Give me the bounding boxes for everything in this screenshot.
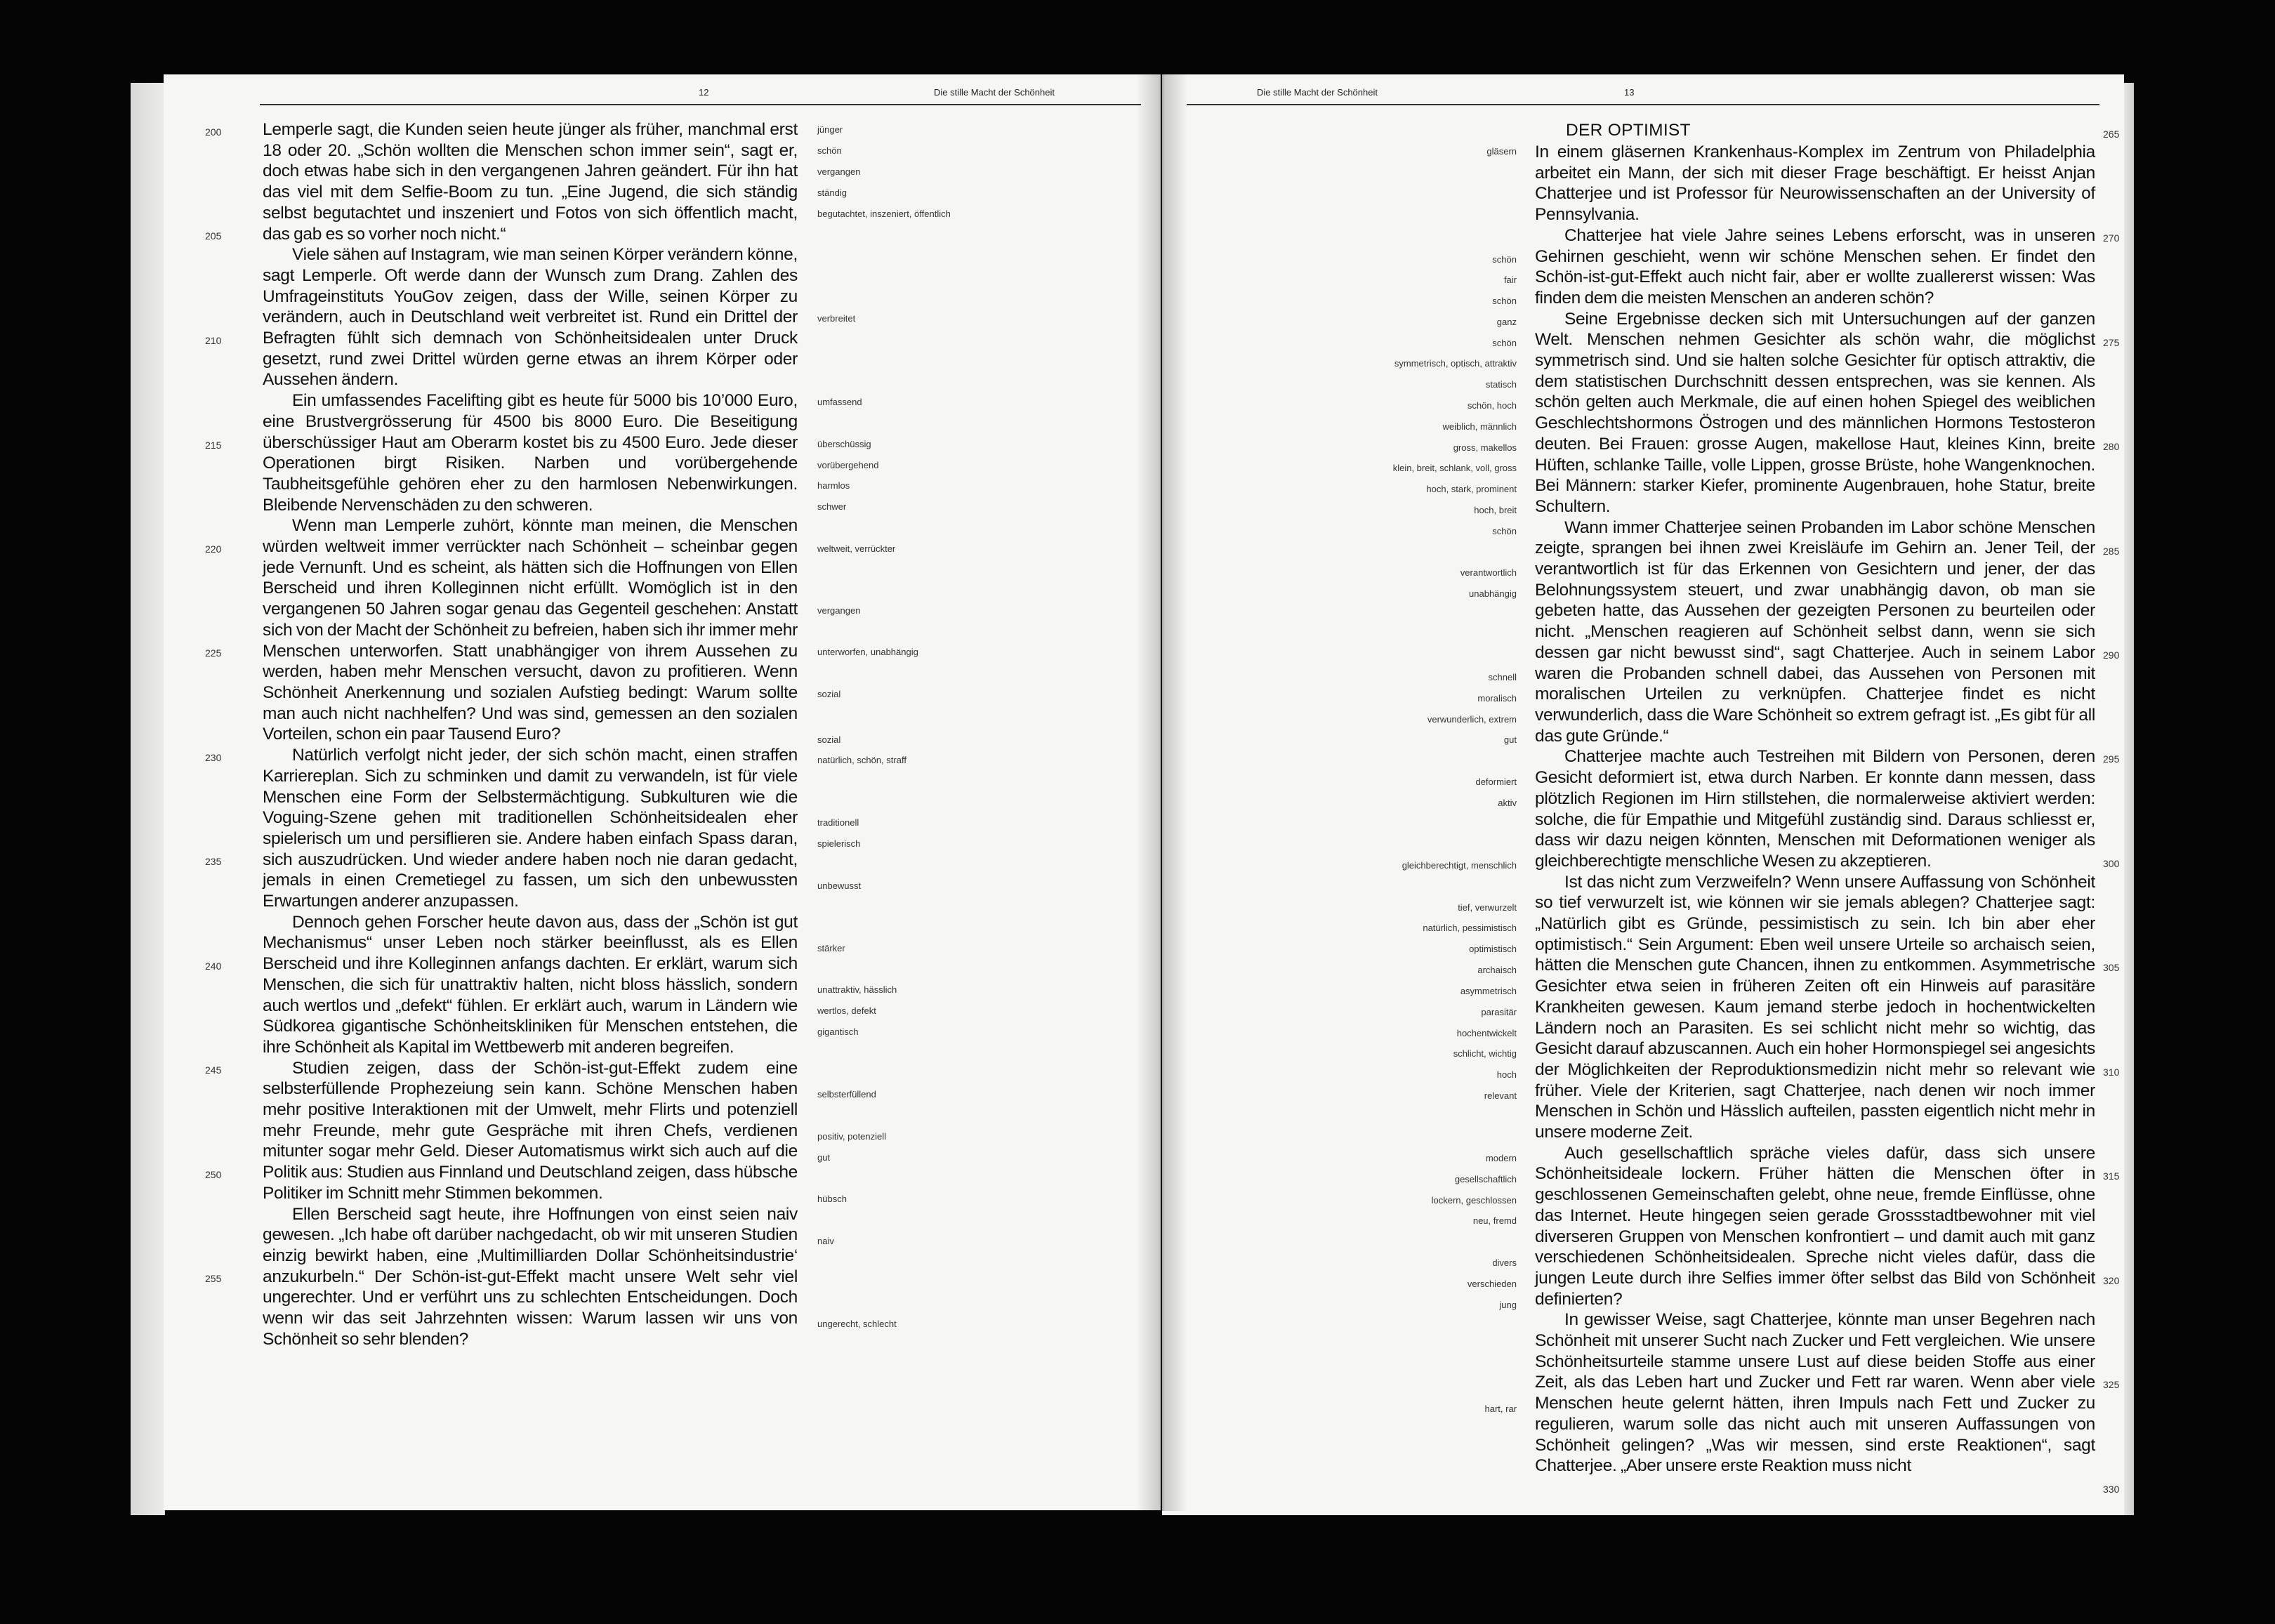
glossary-entry: vorübergehend <box>817 460 879 470</box>
right-glossary <box>1257 0 1517 1624</box>
right-paragraph: In gewisser Weise, sagt Chatterjee, könnte man unser Begehren nach Schönheit mit unserer Sucht nach Zucker und Fett vergleichen. Wie unsere Schönheitsurteile stamme unsere Lust auf diese beiden Stoffe aus einer Zeit, als das Leben hart und Zucker und Fett rar waren. Wenn aber viele Menschen heute gelernt hätten, ihren Impuls nach Fett und Zucker zu regulieren, warum solle das nicht auch mit unseren Auffassungen von Schönheit gelingen? „Was wir messen, sind erste Reaktionen“, sagt Chatterjee. „Aber unsere erste Reaktion muss nicht <box>1535 1310 2095 1476</box>
glossary-entry: gut <box>817 1152 831 1163</box>
glossary-entry: divers <box>1492 1257 1517 1268</box>
line-number: 270 <box>2103 232 2120 244</box>
right-paragraph: Seine Ergebnisse decken sich mit Untersuchungen auf der ganzen Welt. Menschen nehmen Gesichter als schön wahr, die möglichst symmetrisch sind. Und sie halten solche Gesichter für optisch attraktiv, die dem statistischen Durchschnitt dessen entsprechen, was sie kennen. Als schön gelten auch Merkmale, die auf einen hohen Spiegel des weiblichen Geschlechtshormons Östrogen und des männlichen Hormons Testosteron deuten. Bei Frauen: grosse Augen, makellose Haut, kleines Kinn, breite Hüften, schlanke Taille, volle Lippen, grosse Brüste, hohe Wangenknochen. Bei Männern: starker Kiefer, prominente Augenbrauen, hohe Statur, breite Schultern. <box>1535 309 2095 516</box>
glossary-entry: lockern, geschlossen <box>1431 1195 1517 1206</box>
right-page-number: 13 <box>1624 87 1635 98</box>
glossary-entry: fair <box>1503 275 1517 285</box>
glossary-entry: schön <box>1492 254 1517 265</box>
line-number: 205 <box>205 230 222 242</box>
glossary-entry: ständig <box>817 187 847 198</box>
line-number: 200 <box>205 126 222 138</box>
line-number: 305 <box>2103 962 2120 973</box>
glossary-entry: hochentwickelt <box>1456 1028 1517 1038</box>
glossary-entry: relevant <box>1484 1090 1517 1101</box>
glossary-entry: asymmetrisch <box>1460 986 1517 996</box>
line-number: 250 <box>205 1169 222 1180</box>
right-paragraph: In einem gläsernen Krankenhaus-Komplex im Zentrum von Philadelphia arbeitet ein Mann, der sich mit dieser Frage beschäftigt. Er heisst Anjan Chatterjee und ist Professor für Neurowissenschaften an der University of Pennsylvania. <box>1535 143 2095 225</box>
glossary-entry: schlicht, wichtig <box>1453 1048 1517 1059</box>
glossary-entry: schön <box>1492 296 1517 306</box>
section-title: DER OPTIMIST <box>1566 121 1691 140</box>
glossary-entry: symmetrisch, optisch, attraktiv <box>1394 358 1517 369</box>
glossary-entry: überschüssig <box>817 439 871 449</box>
glossary-entry: begutachtet, inszeniert, öffentlich <box>817 209 951 219</box>
left-paragraph: Dennoch gehen Forscher heute davon aus, dass der „Schön ist gut Mechanismus“ unser Leben noch stärker beeinflusst, als es Ellen Berscheid und ihre Kolleginnen anfangs dachten. Er erklärt, warum sich Menschen, die sich für unattraktiv halten, nicht bloss hässlich, sondern auch wertlos und „defekt“ fühlen. Er erklärt auch, warum in Ländern wie Südkorea gigantische Schönheitskliniken für Menschen entstehen, die ihre Schönheit als Kapital im Wettbewerb mit anderen begreifen. <box>263 912 798 1057</box>
glossary-entry: neu, fremd <box>1472 1215 1517 1226</box>
line-number: 300 <box>2103 858 2120 869</box>
right-running-head: Die stille Macht der Schönheit <box>1257 87 1378 98</box>
glossary-entry: weiblich, männlich <box>1442 421 1517 432</box>
glossary-entry: stärker <box>817 943 845 953</box>
glossary-entry: ganz <box>1496 317 1517 327</box>
glossary-entry: jung <box>1499 1300 1517 1310</box>
glossary-entry: aktiv <box>1498 798 1517 808</box>
glossary-entry: harmlos <box>817 480 850 491</box>
right-paragraph: Ist das nicht zum Verzweifeln? Wenn unsere Auffassung von Schönheit so tief verwurzelt ist, wie können wir sie jemals ablegen? Chatterjee sagt: „Natürlich gibt es Gründe, pessimistisch zu sein. Ich bin aber eher optimistisch.“ Sein Argument: Eben weil unsere Urteile so archaisch seien, hätten die Menschen gute Chancen, ihnen zu entkommen. Asymmetrische Gesichter etwa seien in früheren Zeiten oft ein Hinweis auf parasitäre Krankheiten gewesen. Kaum jemand sterbe jedoch in hochentwickelten Ländern noch an Parasiten. Es sei schlicht nicht mehr so wichtig, das Gesicht darauf abzuscannen. Auch ein hoher Hormonspiegel sei angesichts der Möglichkeiten der Reproduktionsmedizin nicht mehr so relevant wie früher. Viele der Kriterien, sagt Chatterjee, nach denen wir noch immer Menschen in Schön und Hässlich aufteilen, passten eigentlich nicht mehr in unsere moderne Zeit. <box>1535 872 2095 1142</box>
glossary-entry: gläsern <box>1486 146 1517 157</box>
glossary-entry: statisch <box>1485 379 1517 390</box>
glossary-entry: selbsterfüllend <box>817 1089 876 1100</box>
glossary-entry: natürlich, schön, straff <box>817 755 906 765</box>
line-number: 230 <box>205 752 222 763</box>
left-paragraph: Natürlich verfolgt nicht jeder, der sich schön macht, einen straffen Karriereplan. Sich zu schminken und damit zu verwandeln, ist für viele Menschen eine Form der Selbstermächtigung. Subkulturen wie die Voguing-Szene gehen mit traditionellen Schönheitsidealen eher spielerisch um und persiflieren sie. Andere haben einfach Spass daran, sich auszudrücken. Und wieder andere haben noch nie daran gedacht, jemals in einen Cremetiegel zu fassen, um sich den unbewussten Erwartungen anderer anzupassen. <box>263 746 798 911</box>
glossary-entry: unbewusst <box>817 880 862 891</box>
glossary-entry: schön <box>1492 338 1517 348</box>
line-number: 265 <box>2103 128 2120 140</box>
glossary-entry: sozial <box>817 734 841 745</box>
page-stack-edge <box>131 83 165 1515</box>
glossary-entry: gesellschaftlich <box>1454 1174 1517 1184</box>
glossary-entry: schwer <box>817 501 847 512</box>
glossary-entry: vergangen <box>817 166 861 177</box>
line-number: 285 <box>2103 546 2120 557</box>
glossary-entry: hoch <box>1496 1069 1517 1080</box>
glossary-entry: umfassend <box>817 397 862 407</box>
glossary-entry: gigantisch <box>817 1026 859 1037</box>
left-running-head: Die stille Macht der Schönheit <box>934 87 1055 98</box>
line-number: 215 <box>205 440 222 451</box>
glossary-entry: schön <box>817 145 842 156</box>
line-number: 330 <box>2103 1484 2120 1495</box>
glossary-entry: unattraktiv, hässlich <box>817 984 897 995</box>
right-paragraph: Auch gesellschaftlich spräche vieles dafür, dass sich unsere Schönheitsideale lockern. Früher hätten die Menschen öfter in geschlossenen Gemeinschaften gelebt, ohne neue, fremde Einflüsse, ohne das Internet. Heute hingegen seien gerade Grossstadtbewohner mit viel diverseren Gruppen von Menschen konfrontiert – und damit auch mit ganz verschiedenen Schönheitsidealen. Spreche nicht vieles dafür, dass die jungen Leute durch ihre Selfies immer öfter selbst das Bild von Schönheit definierten? <box>1535 1143 2095 1309</box>
left-paragraph: Lemperle sagt, die Kunden seien heute jünger als früher, manchmal erst 18 oder 20. „Schön wollten die Menschen schon immer sein“, sagt er, doch etwas habe sich in den vergangenen Jahren geändert. Für ihn hat das viel mit dem Selfie-Boom zu tun. „Eine Jugend, die sich ständig selbst begutachtet und inszeniert und Fotos von sich öffentlich macht, das gab es so vorher noch nicht.“ <box>263 120 798 244</box>
left-paragraph: Studien zeigen, dass der Schön-ist-gut-Effekt zudem eine selbsterfüllende Prophezeiung sein kann. Schöne Menschen haben mehr positive Interaktionen mit der Umwelt, mehr Flirts und potenziell mehr Freunde, mehr gute Gespräche mit ihren Chefs, verdienen mitunter sogar mehr Geld. Dieser Automatismus wirkt sich auch auf die Politik aus: Studien aus Finnland und Deutschland zeigen, dass hübsche Politiker im Schnitt mehr Stimmen bekommen. <box>263 1058 798 1203</box>
glossary-entry: unterworfen, unabhängig <box>817 647 918 657</box>
glossary-entry: archaisch <box>1477 965 1517 975</box>
line-number: 210 <box>205 335 222 346</box>
left-paragraph: Viele sähen auf Instagram, wie man seinen Körper verändern könne, sagt Lemperle. Oft werde dann der Wunsch zum Drang. Zahlen des Umfrageinstituts YouGov zeigen, dass der Wille, seinen Körper zu verändern, auch in Deutschland weit verbreitet ist. Rund ein Drittel der Befragten fühlt sich demnach von Schönheitsidealen unter Druck gesetzt, rund zwei Drittel würden gerne etwas an ihrem Körper oder Aussehen ändern. <box>263 245 798 390</box>
left-glossary <box>817 0 1028 1624</box>
glossary-entry: verbreitet <box>817 313 856 324</box>
glossary-entry: schön <box>1492 526 1517 536</box>
glossary-entry: parasitär <box>1481 1007 1517 1017</box>
glossary-entry: hoch, breit <box>1474 505 1517 515</box>
line-number: 245 <box>205 1064 222 1076</box>
glossary-entry: hart, rar <box>1484 1404 1517 1414</box>
glossary-entry: schön, hoch <box>1467 400 1517 411</box>
left-line-numbers <box>205 0 233 1624</box>
book-gutter-shadow <box>1136 74 1188 1511</box>
line-number: 255 <box>205 1273 222 1284</box>
left-article-body <box>263 119 798 1349</box>
glossary-entry: gleichberechtigt, menschlich <box>1402 860 1517 871</box>
line-number: 280 <box>2103 441 2120 452</box>
line-number: 220 <box>205 543 222 555</box>
glossary-entry: wertlos, defekt <box>817 1005 876 1016</box>
line-number: 310 <box>2103 1067 2120 1078</box>
glossary-entry: modern <box>1485 1153 1517 1163</box>
glossary-entry: deformiert <box>1475 777 1517 787</box>
glossary-entry: verantwortlich <box>1460 567 1517 578</box>
glossary-entry: ungerecht, schlecht <box>817 1319 897 1329</box>
line-number: 240 <box>205 960 222 972</box>
right-line-numbers <box>2103 0 2131 1624</box>
glossary-entry: weltweit, verrückter <box>817 543 896 554</box>
glossary-entry: unabhängig <box>1469 588 1517 599</box>
glossary-entry: spielerisch <box>817 838 861 849</box>
glossary-entry: verwunderlich, extrem <box>1427 714 1517 725</box>
left-page-number: 12 <box>699 87 709 98</box>
glossary-entry: hoch, stark, prominent <box>1426 484 1517 494</box>
glossary-entry: naiv <box>817 1236 834 1246</box>
line-number: 225 <box>205 647 222 659</box>
glossary-entry: traditionell <box>817 817 859 828</box>
line-number: 290 <box>2103 649 2120 661</box>
glossary-entry: klein, breit, schlank, voll, gross <box>1392 463 1517 473</box>
glossary-entry: moralisch <box>1477 693 1517 704</box>
left-paragraph: Wenn man Lemperle zuhört, könnte man meinen, die Menschen würden weltweit immer verrückter nach Schönheit – scheinbar gegen jede Vernunft. Und es scheint, als hätten sich die Hoffnungen von Ellen Berscheid und ihren Kolleginnen nicht erfüllt. Womöglich ist in den vergangenen 50 Jahren sogar genau das Gegenteil geschehen: Anstatt sich von der Macht der Schönheit zu befreien, haben sich ihr immer mehr Menschen unterworfen. Statt unabhängiger von ihrem Aussehen zu werden, haben mehr Menschen versucht, davon zu profitieren. Wenn Schönheit Anerkennung und sozialen Aufstieg bedingt: Warum sollte man auch nicht nachhelfen? Und was sind, gemessen an den sozialen Vorteilen, schon ein paar Tausend Euro? <box>263 516 798 744</box>
line-number: 235 <box>205 856 222 867</box>
glossary-entry: sozial <box>817 689 841 699</box>
right-paragraph: Chatterjee machte auch Testreihen mit Bildern von Personen, deren Gesicht deformiert ist, etwa durch Narben. Er konnte dann messen, dass plötzlich Regionen im Hirn stillstehen, die normalerweise aktiviert werden: solche, die für Empathie und Mitgefühl zuständig sind. Daraus schliesst er, dass wir dazu neigen könnten, Menschen mit Deformationen weniger als gleichberechtigte menschliche Wesen zu akzeptieren. <box>1535 747 2095 871</box>
right-paragraph: Wann immer Chatterjee seinen Probanden im Labor schöne Menschen zeigte, sprangen bei ihnen zwei Kreisläufe im Gehirn an. Jener Teil, der verantwortlich ist für das Erkennen von Gesichtern und jener, der das Belohnungssystem steuert, und zwar unabhängig davon, ob man sie gebeten hatte, das Aussehen der gezeigten Personen zu beurteilen oder nicht. „Menschen reagieren auf Schönheit selbst dann, wenn sie sich dessen gar nicht bewusst sind“, sagt Chatterjee. Auch in seinem Labor waren die Probanden schnell dabei, das Aussehen von Personen mit moralischen Urteilen zu verknüpfen. Chatterjee findet es nicht verwunderlich, dass die Ware Schönheit so extrem gefragt ist. „Es gibt für all das gute Gründe.“ <box>1535 517 2095 746</box>
line-number: 325 <box>2103 1379 2120 1390</box>
glossary-entry: natürlich, pessimistisch <box>1423 923 1517 933</box>
glossary-entry: vergangen <box>817 605 861 616</box>
line-number: 320 <box>2103 1275 2120 1286</box>
glossary-entry: verschieden <box>1467 1279 1517 1289</box>
glossary-entry: tief, verwurzelt <box>1458 902 1517 913</box>
right-paragraph: Chatterjee hat viele Jahre seines Lebens erforscht, was in unseren Gehirnen geschieht, wenn wir schöne Menschen sehen. Er findet den Schön-ist-gut-Effekt auch nicht fair, aber er wollte zuallererst wissen: Was finden dem die meisten Menschen an anderen schön? <box>1535 225 2095 308</box>
line-number: 275 <box>2103 337 2120 348</box>
glossary-entry: schnell <box>1488 672 1517 682</box>
line-number: 295 <box>2103 753 2120 765</box>
left-paragraph: Ellen Berscheid sagt heute, ihre Hoffnungen von einst seien naiv gewesen. „Ich habe oft darüber nachgedacht, ob wir mit unseren Studien einzig bewirkt haben, eine ‚Multimilliarden Dollar Schönheitsindustrie‘ anzukurbeln.“ Der Schön-ist-gut-Effekt macht unsere Welt sehr viel ungerechter. Und er verführt uns zu schlechten Entscheidungen. Doch wenn wir das seit Jahrzehnten wissen: Warum lassen wir uns von Schönheit so sehr blenden? <box>263 1204 798 1349</box>
line-number: 315 <box>2103 1170 2120 1182</box>
right-article-body <box>1535 142 2095 1477</box>
glossary-entry: optimistisch <box>1469 944 1517 954</box>
glossary-entry: positiv, potenziell <box>817 1131 887 1142</box>
glossary-entry: gut <box>1503 734 1517 745</box>
glossary-entry: jünger <box>817 124 843 135</box>
glossary-entry: gross, makellos <box>1453 442 1517 453</box>
glossary-entry: hübsch <box>817 1194 847 1204</box>
left-paragraph: Ein umfassendes Facelifting gibt es heute für 5000 bis 10’000 Euro, eine Brustvergrösserung für 4500 bis 8000 Euro. Die Beseitigung überschüssiger Haut am Oberarm kostet bis zu 4500 Euro. Jede dieser Operationen birgt Risiken. Narben und vorübergehende Taubheitsgefühle gehören eher zu den harmlosen Nebenwirkungen. Bleibende Nervenschäden zu den schweren. <box>263 391 798 515</box>
